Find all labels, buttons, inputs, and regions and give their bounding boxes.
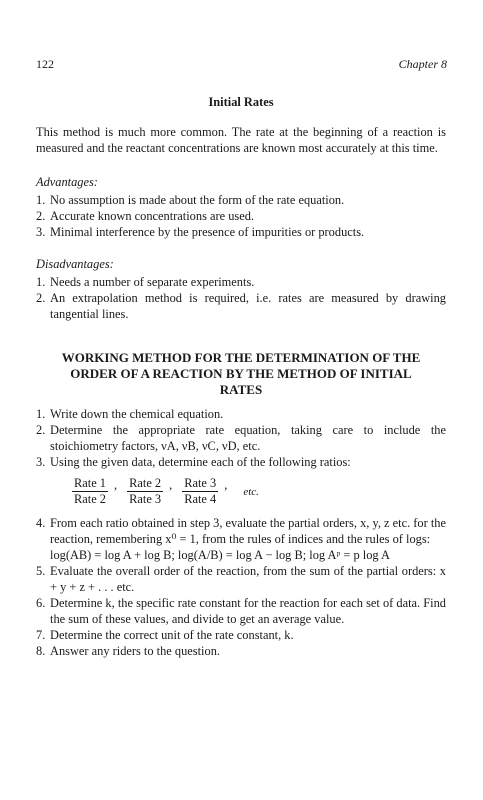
item-number: 2.	[36, 291, 46, 305]
step-text: Evaluate the overall order of the reaction, from the sum of the partial orders: x + y + z + . . . etc.	[50, 564, 446, 594]
list-item	[36, 224, 446, 240]
step-item	[36, 454, 446, 470]
list-item	[36, 192, 446, 208]
ratio-denominator: Rate 2	[74, 492, 106, 506]
disadvantages-list	[36, 274, 446, 322]
ratio-numerator: Rate 1	[74, 476, 106, 490]
chapter-label: Chapter 8	[398, 57, 447, 71]
step-text: Determine k, the specific rate constant for the reaction for each set of data. Find the sum of these values, and divide to get an average value.	[50, 596, 446, 626]
step-number: 6.	[36, 596, 46, 610]
section-title: Initial Rates	[208, 95, 274, 109]
step-number: 3.	[36, 455, 46, 469]
ratio-denominator: Rate 4	[184, 492, 217, 506]
item-text: Accurate known concentrations are used.	[50, 209, 255, 223]
comma: ,	[114, 478, 118, 492]
step-number: 8.	[36, 644, 46, 658]
item-number: 1.	[36, 193, 46, 207]
comma: ,	[224, 478, 228, 492]
method-steps	[36, 406, 446, 470]
method-steps-continued	[36, 515, 446, 659]
step-number: 4.	[36, 516, 46, 530]
ratio-numerator: Rate 3	[184, 476, 217, 490]
item-number: 3.	[36, 225, 46, 239]
item-text: No assumption is made about the form of the rate equation.	[50, 193, 345, 207]
step-item	[36, 643, 446, 659]
ratio-etc: etc.	[243, 485, 259, 498]
list-item	[36, 290, 446, 322]
step-text: Determine the correct unit of the rate constant, k.	[50, 628, 294, 642]
advantages-block	[36, 174, 446, 240]
step-text: Answer any riders to the question.	[50, 644, 220, 658]
list-item	[36, 274, 446, 290]
step-item	[36, 563, 446, 595]
ratio-numerator: Rate 2	[129, 476, 162, 490]
log-rules: log(AB) = log A + log B; log(A/B) = log A − log B; log Aᵖ = p log A	[50, 548, 390, 562]
page-content	[36, 94, 446, 659]
method-heading: WORKING METHOD FOR THE DETERMINATION OF THE ORDER OF A REACTION BY THE METHOD OF INITIAL RATES	[61, 350, 421, 397]
page-number: 122	[36, 57, 54, 71]
item-number: 1.	[36, 275, 46, 289]
intro-paragraph: This method is much more common. The rate at the beginning of a reaction is measured and the reactant concentrations are known most accurately at this time.	[36, 125, 446, 155]
step-number: 7.	[36, 628, 46, 642]
step-item	[36, 406, 446, 422]
step-number: 1.	[36, 407, 46, 421]
comma: ,	[169, 478, 173, 492]
step-item	[36, 515, 446, 563]
ratio-fraction	[127, 476, 163, 507]
ratio-fraction	[182, 476, 218, 507]
advantages-list	[36, 192, 446, 240]
item-text: An extrapolation method is required, i.e. rates are measured by drawing tangential lines.	[50, 291, 446, 321]
disadvantages-block	[36, 256, 446, 322]
step-text: Determine the appropriate rate equation, taking care to include the stoichiometry factors, νA, νB, νC, νD, etc.	[50, 423, 446, 453]
item-text: Needs a number of separate experiments.	[50, 275, 255, 289]
ratio-fraction	[72, 476, 108, 507]
ratio-denominator: Rate 3	[129, 492, 162, 506]
advantages-heading: Advantages:	[36, 175, 98, 189]
item-number: 2.	[36, 209, 46, 223]
step-number: 2.	[36, 423, 46, 437]
step-item	[36, 595, 446, 627]
list-item	[36, 208, 446, 224]
step-item	[36, 627, 446, 643]
step-number: 5.	[36, 564, 46, 578]
step-text: Write down the chemical equation.	[50, 407, 224, 421]
disadvantages-heading: Disadvantages:	[36, 257, 114, 271]
step-item	[36, 422, 446, 454]
item-text: Minimal interference by the presence of impurities or products.	[50, 225, 365, 239]
step-text: From each ratio obtained in step 3, evaluate the partial orders, x, y, z etc. for the reaction, remembering x⁰ = 1, from the rules of indices and the rules of logs:	[50, 516, 446, 546]
rate-ratios	[72, 476, 446, 507]
step-text: Using the given data, determine each of the following ratios:	[50, 455, 351, 469]
